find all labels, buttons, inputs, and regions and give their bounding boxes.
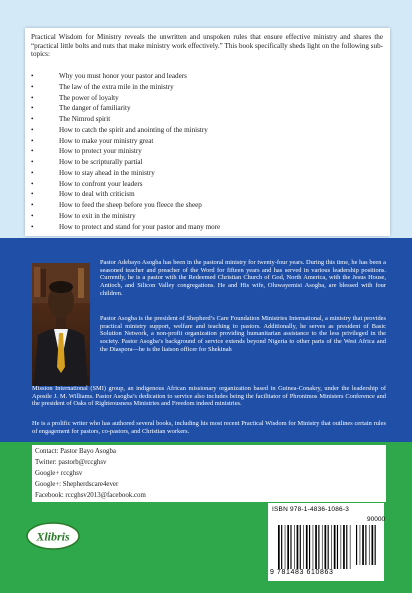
barcode-bar xyxy=(328,525,329,569)
topic-item xyxy=(31,103,383,114)
topic-text: The power of loyalty xyxy=(59,93,119,102)
topic-text: How to exit in the ministry xyxy=(59,211,136,220)
topic-text: How to make your ministry great xyxy=(59,136,154,145)
barcode-bar xyxy=(306,525,308,569)
price-barcode-bars xyxy=(356,525,378,565)
bullet-icon: • xyxy=(31,72,34,80)
bullet-icon: • xyxy=(31,93,34,102)
bullet-icon: • xyxy=(31,190,34,199)
topic-text: How to protect your ministry xyxy=(59,147,142,156)
topic-item xyxy=(31,125,383,136)
barcode-bar xyxy=(315,525,317,569)
barcode-bar xyxy=(318,525,319,569)
barcode-bar xyxy=(346,525,347,569)
topic-item xyxy=(31,222,383,233)
contact-card xyxy=(32,445,386,502)
barcode-bar xyxy=(337,525,338,569)
bio-paragraph-1: Pastor Adebayo Asogba has been in the pastoral ministry for twenty-four years. During this time, he has been a seasoned teacher and preacher of the Word for fifteen years and has served in various leadership positions. Currently, he is a pastor with the Redeemed Christian Church of God, North America, with the Jesus House, Antioch, and Silicon Valley congregations. He and His wife, Oluwayemisi Asogba, are blessed with four children. xyxy=(100,259,386,297)
barcode-bar xyxy=(300,525,301,569)
topic-text: How to protect and stand for your pastor and many more xyxy=(59,222,221,231)
contact-name: Contact: Pastor Bayo Asogba xyxy=(35,448,116,455)
topic-item xyxy=(31,189,383,200)
isbn-label: ISBN 978-1-4836-1086-3 xyxy=(272,506,350,513)
bio-paragraph-3: He is a prolific writer who has authored several books, including his most recent Practical Wisdom for Ministry that outlines certain rules of engagement for pastors, co-pastors, and Christian workers. xyxy=(32,420,386,435)
topic-item xyxy=(31,157,383,168)
contact-google-plus-2: Google+: Shepherdscare4ever xyxy=(35,481,119,488)
bullet-icon: • xyxy=(31,179,34,188)
intro-paragraph: Practical Wisdom for Ministry reveals the unwritten and unspoken rules that ensure effective ministry and shares the “practical little bolts and nuts that make ministry work effectively.” This book specifically sheds light on the following sub-topics: xyxy=(31,33,383,59)
barcode-bar xyxy=(372,525,374,565)
bullet-icon: • xyxy=(31,136,34,145)
barcode-bar xyxy=(313,525,314,569)
xlibris-logo xyxy=(26,521,80,551)
bullet-icon: • xyxy=(31,82,34,91)
barcode-bar xyxy=(360,525,361,565)
barcode-bar xyxy=(350,525,351,569)
bullet-icon: • xyxy=(31,168,34,177)
topic-list xyxy=(31,71,383,232)
barcode-bar xyxy=(356,525,357,565)
bullet-icon: • xyxy=(31,201,34,209)
topic-text: How to catch the spirit and anointing of the ministry xyxy=(59,125,208,134)
topic-text: How to be scripturally partial xyxy=(59,158,143,166)
topic-text: How to deal with criticism xyxy=(59,190,135,199)
barcode-bar xyxy=(334,525,336,569)
summary-card xyxy=(25,28,390,236)
barcode-bar xyxy=(362,525,364,565)
bullet-icon: • xyxy=(31,147,34,156)
bottom-panel xyxy=(0,442,412,593)
topic-item xyxy=(31,146,383,157)
barcode-bar xyxy=(375,525,376,565)
topic-text: How to feed the sheep before you fleece the sheep xyxy=(59,201,202,209)
bullet-icon: • xyxy=(31,211,34,220)
topic-item xyxy=(31,200,383,211)
topic-text: The danger of familiarity xyxy=(59,104,131,113)
topic-item xyxy=(31,211,383,222)
barcode-bar xyxy=(297,525,299,569)
barcode-bars xyxy=(278,525,352,569)
barcode-bar xyxy=(303,525,304,569)
barcode-bar xyxy=(285,525,286,569)
topic-item xyxy=(31,136,383,147)
barcode-bar xyxy=(341,525,342,569)
bullet-icon: • xyxy=(31,222,34,231)
barcode-bar xyxy=(278,525,280,569)
top-panel xyxy=(0,0,412,238)
barcode-bar xyxy=(343,525,345,569)
barcode-bar xyxy=(365,525,366,565)
barcode-bar xyxy=(290,525,291,569)
bullet-icon: • xyxy=(31,104,34,113)
bio-paragraph-2-continued: Mission International (SMI) group, an indigenous African missionary organization based in Guinea-Conakry, under the leadership of Apostle J. M. Williams. Pastor Asogba’s dedication to service also includes being the facilitator of Phronimos Ministers Conference and the president of Oaks of Righteousness Ministries and Freedom indeed ministries. xyxy=(32,385,386,408)
barcode-bar xyxy=(369,525,370,565)
topic-text: The law of the extra mile in the ministry xyxy=(59,82,174,91)
barcode-box xyxy=(268,503,384,581)
author-photo xyxy=(32,263,90,386)
barcode-bar xyxy=(287,525,289,569)
topic-text: How to stay ahead in the ministry xyxy=(59,168,155,177)
price-code: 90000 xyxy=(367,516,386,523)
contact-twitter: Twitter: pastorb@rccghsv xyxy=(35,459,107,466)
barcode-bar xyxy=(325,525,327,569)
topic-text: The Nimrod spirit xyxy=(59,115,111,123)
svg-text:Xlibris: Xlibris xyxy=(36,529,70,544)
barcode-bar xyxy=(294,525,295,569)
bullet-icon: • xyxy=(31,115,34,123)
topic-item xyxy=(31,82,383,93)
bullet-icon: • xyxy=(31,125,34,134)
barcode-number: 9 781483 610863 xyxy=(270,569,334,576)
bullet-icon: • xyxy=(31,158,34,166)
barcode-bar xyxy=(322,525,323,569)
topic-item xyxy=(31,179,383,190)
barcode-bar xyxy=(281,525,282,569)
topic-item xyxy=(31,114,383,125)
topic-text: Why you must honor your pastor and leaders xyxy=(59,72,187,80)
topic-item xyxy=(31,93,383,104)
bio-paragraph-2: Pastor Asogba is the president of Shepherd’s Care Foundation Ministries International, a ministry that provides practical ministry support, welfare and teaching to pastors. Additionally, he serves as president of Basic Solution Network, a non-profit organization providing humanitarian assistance to the less privileged in the society. Pastor Asogba’s background of service extends beyond Nigeria to other parts of the West Africa and the Diaspora—he is the liaison officer for Shekinah xyxy=(100,315,386,353)
author-panel xyxy=(0,238,412,442)
contact-google-plus: Google+ rccghsv xyxy=(35,470,83,477)
topic-item xyxy=(31,168,383,179)
topic-item xyxy=(31,71,383,82)
contact-facebook: Facebook: rccghsv2013@facebook.com xyxy=(35,492,146,499)
barcode-bar xyxy=(331,525,332,569)
topic-text: How to confront your leaders xyxy=(59,179,143,188)
barcode-bar xyxy=(309,525,310,569)
